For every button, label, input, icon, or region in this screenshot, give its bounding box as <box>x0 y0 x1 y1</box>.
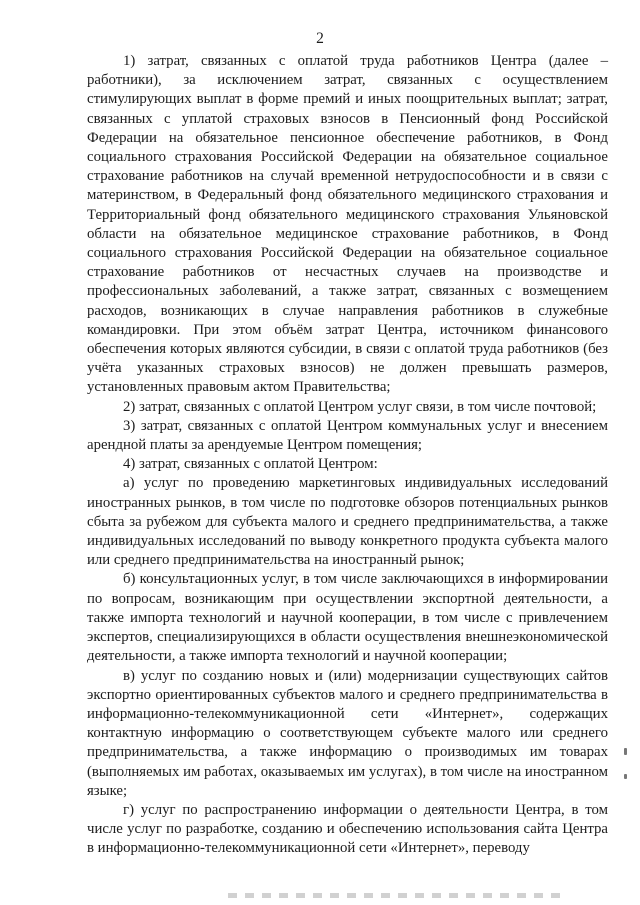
document-body <box>87 52 608 859</box>
paragraph-4a: а) услуг по проведению маркетинговых индивидуальных исследований иностранных рынков, в том числе по подготовке обзоров потенциальных рынков сбыта за рубежом для субъекта малого и среднего предпринимательства, а также индивидуальных исследований по выводу конкретного продукта субъекта малого или среднего предпринимательства на иностранный рынок; <box>87 475 608 569</box>
scan-mark-right-1 <box>624 748 627 755</box>
paragraph-4v: в) услуг по созданию новых и (или) модернизации существующих сайтов экспортно ориентированных субъектов малого и среднего предпринимательства в информационно-телекоммуникационной сети «Интернет», содержащих контактную информацию о соответствующем субъекте малого или среднего предпринимательства, а также информацию о производимых им товарах (выполняемых им работах, оказываемых им услугах), в том числе на иностранном языке; <box>87 667 608 799</box>
scan-mark-right-2 <box>624 774 627 779</box>
paragraph-3: 3) затрат, связанных с оплатой Центром коммунальных услуг и внесением арендной платы за арендуемые Центром помещения; <box>87 417 608 454</box>
paragraph-4g: г) услуг по распространению информации о деятельности Центра, в том числе услуг по разработке, созданию и обеспечению использования сайта Центра в информационно-телекоммуникационной сети «Интернет», переводу <box>87 801 608 857</box>
page-number: 2 <box>316 30 324 47</box>
paragraph-2: 2) затрат, связанных с оплатой Центром услуг связи, в том числе почтовой; <box>123 398 597 415</box>
paragraph-1: 1) затрат, связанных с оплатой труда работников Центра (далее – работники), за исключением затрат, связанных с осуществлением стимулирующих выплат в форме премий и иных поощрительных выплат; затрат, связанных с уплатой страховых взносов в Пенсионный фонд Российской Федерации на обязательное пенсионное обеспечение работников, в Фонд социального страхования Российской Федерации на обязательное социальное страхование работников на случай временной нетрудоспособности и в связи с материнством, в Федеральный фонд обязательного медицинского страхования и Территориальный фонд обязательного медицинского страхования Ульяновской области на обязательное медицинское страхование работников, в Фонд социального страхования Российской Федерации на обязательное социальное страхование работников от несчастных случаев на производстве и профессиональных заболеваний, а также затрат, связанных с возмещением расходов, возникающих в случае направления работников в служебные командировки. При этом объём затрат Центра, источником финансового обеспечения которых являются субсидии, в связи с оплатой труда работников (без учёта указанных страховых взносов) не должен превышать размеров, установленных правовым актом Правительства; <box>87 53 608 396</box>
scan-bottom-smudge <box>228 893 568 898</box>
paragraph-4: 4) затрат, связанных с оплатой Центром: <box>123 456 378 473</box>
paragraph-4b: б) консультационных услуг, в том числе заключающихся в информировании по вопросам, возникающим при осуществлении экспортной деятельности, а также импорта технологий и научной кооперации, в том числе с привлечением экспертов, специализирующихся в области осуществления внешнеэкономической деятельности, а также импорта технологий и научной кооперации; <box>87 571 608 665</box>
